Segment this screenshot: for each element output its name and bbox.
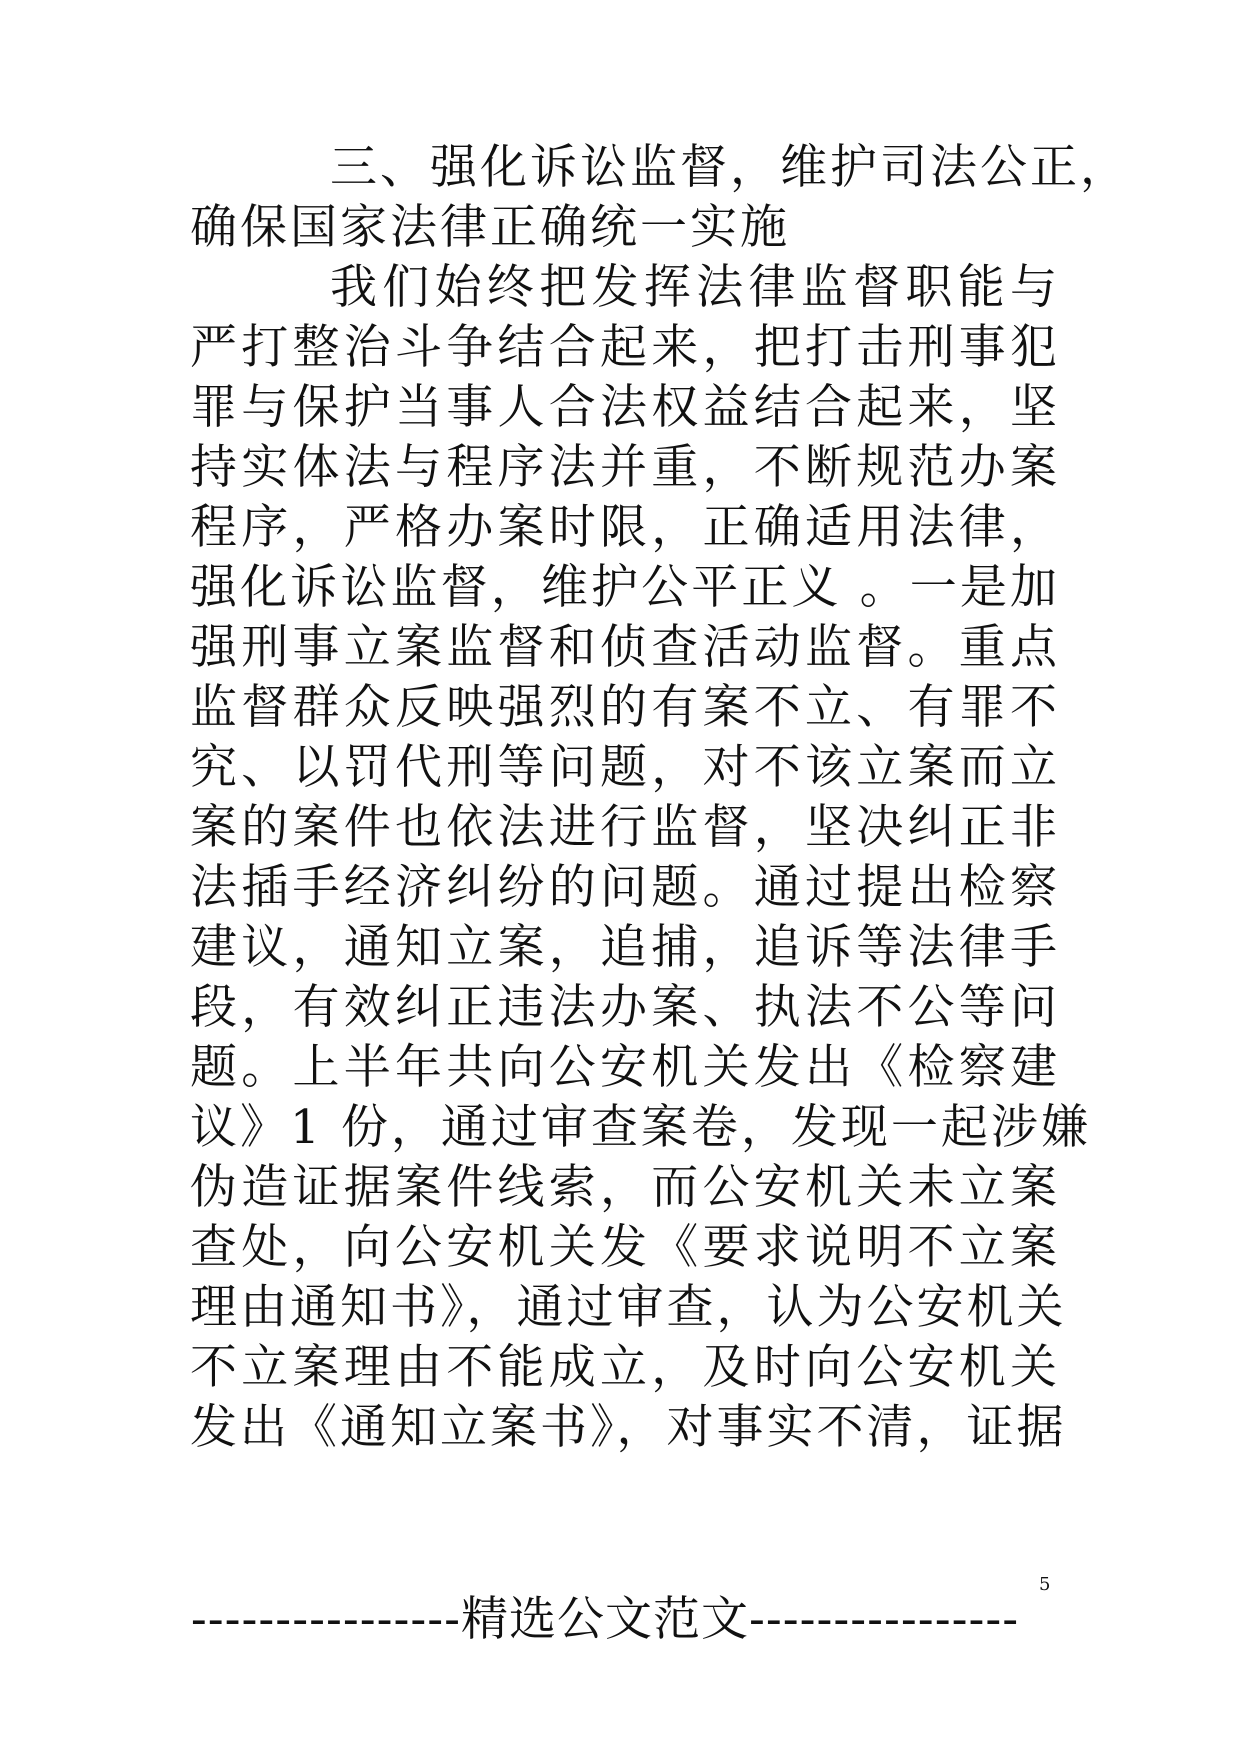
section-heading-line-1: 三、强化诉讼监督，维护司法公正， [330,140,1130,195]
body-line-14: 题。上半年共向公安机关发出《检察建 [190,1040,1060,1095]
body-line-18: 理由通知书》，通过审查，认为公安机关 [190,1280,1067,1335]
body-line-20: 发出《通知立案书》，对事实不清，证据 [190,1400,1067,1455]
body-line-12: 建议，通知立案，追捕，追诉等法律手 [190,920,1060,975]
body-line-19: 不立案理由不能成立，及时向公安机关 [190,1340,1060,1395]
body-line-7: 强刑事立案监督和侦查活动监督。重点 [190,620,1060,675]
body-line-17: 查处，向公安机关发《要求说明不立案 [190,1220,1060,1275]
body-line-16: 伪造证据案件线索，而公安机关未立案 [190,1160,1060,1215]
body-line-2: 严打整治斗争结合起来，把打击刑事犯 [190,320,1060,375]
body-line-8: 监督群众反映强烈的有案不立、有罪不 [190,680,1060,735]
body-line-15: 议》1 份，通过审查案卷，发现一起涉嫌 [190,1100,1091,1155]
body-line-13: 段，有效纠正违法办案、执法不公等问 [190,980,1060,1035]
document-footer: ----------------精选公文范文---------------- [190,1592,1020,1647]
body-line-3: 罪与保护当事人合法权益结合起来，坚 [190,380,1060,435]
body-line-9: 究、以罚代刑等问题，对不该立案而立 [190,740,1060,795]
section-heading-line-2: 确保国家法律正确统一实施 [190,200,790,255]
body-line-4: 持实体法与程序法并重，不断规范办案 [190,440,1060,495]
body-line-1: 我们始终把发挥法律监督职能与 [330,260,1060,315]
body-line-10: 案的案件也依法进行监督，坚决纠正非 [190,800,1060,855]
body-line-5: 程序，严格办案时限，正确适用法律， [190,500,1060,555]
body-line-11: 法插手经济纠纷的问题。通过提出检察 [190,860,1060,915]
page-number: 5 [1039,1574,1051,1595]
body-line-6: 强化诉讼监督，维护公平正义 。一是加 [190,560,1060,615]
